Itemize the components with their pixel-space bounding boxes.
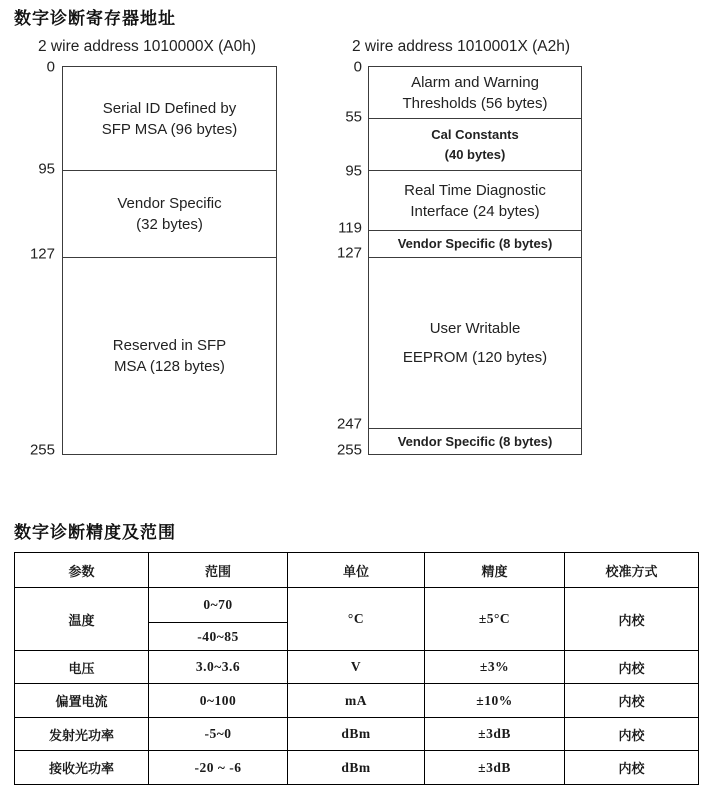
- cell-temperature-range-commercial: 0~70: [149, 588, 288, 623]
- memory-block-vendor-specific-32: [63, 171, 276, 258]
- memory-block-text: User Writable: [429, 320, 521, 337]
- cell-rx-power-accuracy: ±3dB: [425, 751, 565, 785]
- cell-tx-power-param: 发射光功率: [15, 718, 149, 751]
- memory-block-vendor-specific-lower: [369, 429, 581, 454]
- addr-label-a2-255: 255: [336, 441, 362, 459]
- addr-label-a2-119: 119: [338, 219, 362, 237]
- header-unit: 单位: [288, 553, 425, 588]
- memory-block-text: Real Time Diagnostic: [404, 181, 546, 199]
- memory-block-text: MSA (128 bytes): [114, 358, 225, 375]
- header-range: 范围: [149, 553, 288, 588]
- cell-voltage-calibration: 内校: [565, 651, 699, 684]
- diagnostic-spec-table: [14, 552, 699, 785]
- memory-block-text: Alarm and Warning: [411, 73, 539, 91]
- addr-label-a0-95: 95: [38, 160, 55, 178]
- memory-map-a0-caption: 2 wire address 1010000X (A0h): [38, 38, 256, 55]
- memory-map-a0: [62, 66, 277, 455]
- cell-voltage-range: 3.0~3.6: [149, 651, 288, 684]
- memory-block-text: Serial ID Defined by: [102, 99, 237, 117]
- memory-block-text: SFP MSA (96 bytes): [101, 120, 238, 138]
- section-title-accuracy: 数字诊断精度及范围: [14, 523, 176, 543]
- table-row-bias-current: [15, 684, 699, 718]
- cell-temperature-range-industrial: -40~85: [149, 623, 288, 651]
- addr-label-a2-127: 127: [336, 244, 362, 262]
- memory-map-a2: [368, 66, 582, 455]
- cell-bias-current-range: 0~100: [149, 684, 288, 718]
- cell-tx-power-accuracy: ±3dB: [425, 718, 565, 751]
- table-row-rx-power: [15, 751, 699, 785]
- header-calibration: 校准方式: [565, 553, 699, 588]
- table-row-voltage: [15, 651, 699, 684]
- cell-voltage-param: 电压: [15, 651, 149, 684]
- cell-bias-current-param: 偏置电流: [15, 684, 149, 718]
- memory-block-real-time-diag: [369, 171, 581, 231]
- addr-label-a2-55: 55: [345, 108, 362, 126]
- addr-label-a0-127: 127: [29, 245, 55, 263]
- cell-rx-power-param: 接收光功率: [15, 751, 149, 785]
- memory-block-text: Cal Constants: [431, 126, 519, 142]
- cell-voltage-accuracy: ±3%: [425, 651, 565, 684]
- memory-block-text: (32 bytes): [136, 216, 203, 233]
- cell-rx-power-calibration: 内校: [565, 751, 699, 785]
- table-header-row: [15, 553, 699, 588]
- table-row-tx-power: [15, 718, 699, 751]
- memory-block-text: Vendor Specific: [117, 195, 222, 212]
- memory-block-reserved-sfp-msa: [63, 258, 276, 454]
- cell-tx-power-calibration: 内校: [565, 718, 699, 751]
- table-row-temperature: [15, 588, 699, 623]
- memory-block-vendor-specific-upper: [369, 231, 581, 258]
- memory-block-alarm-warning: [369, 67, 581, 119]
- memory-block-text: Vendor Specific (8 bytes): [397, 236, 553, 251]
- header-parameter: 参数: [15, 553, 149, 588]
- cell-rx-power-range: -20 ~ -6: [149, 751, 288, 785]
- memory-map-a2-caption: 2 wire address 1010001X (A2h): [352, 38, 570, 55]
- cell-temperature-calibration: 内校: [565, 588, 699, 651]
- addr-label-a2-95: 95: [345, 162, 362, 180]
- addr-label-a2-247: 247: [336, 415, 362, 433]
- cell-tx-power-range: -5~0: [149, 718, 288, 751]
- cell-bias-current-accuracy: ±10%: [425, 684, 565, 718]
- memory-block-serial-id: [63, 67, 276, 171]
- cell-temperature-unit: °C: [288, 588, 425, 651]
- cell-voltage-unit: V: [288, 651, 425, 684]
- cell-temperature-param: 温度: [15, 588, 149, 651]
- cell-temperature-accuracy: ±5°C: [425, 588, 565, 651]
- memory-block-text: Reserved in SFP: [112, 337, 227, 354]
- addr-label-a2-0: 0: [353, 58, 362, 76]
- memory-block-text: Interface (24 bytes): [410, 202, 540, 220]
- memory-block-cal-constants: [369, 119, 581, 171]
- addr-label-a0-255: 255: [29, 441, 55, 459]
- memory-block-text: (40 bytes): [444, 146, 506, 162]
- cell-bias-current-calibration: 内校: [565, 684, 699, 718]
- section-title-registers: 数字诊断寄存器地址: [14, 9, 176, 29]
- cell-bias-current-unit: mA: [288, 684, 425, 718]
- memory-block-text: Vendor Specific (8 bytes): [397, 433, 553, 449]
- memory-block-text: Thresholds (56 bytes): [402, 94, 548, 112]
- header-accuracy: 精度: [425, 553, 565, 588]
- cell-rx-power-unit: dBm: [288, 751, 425, 785]
- memory-block-text: EEPROM (120 bytes): [402, 349, 548, 366]
- memory-block-user-writable-eeprom: [369, 258, 581, 429]
- addr-label-a0-0: 0: [46, 58, 55, 76]
- cell-tx-power-unit: dBm: [288, 718, 425, 751]
